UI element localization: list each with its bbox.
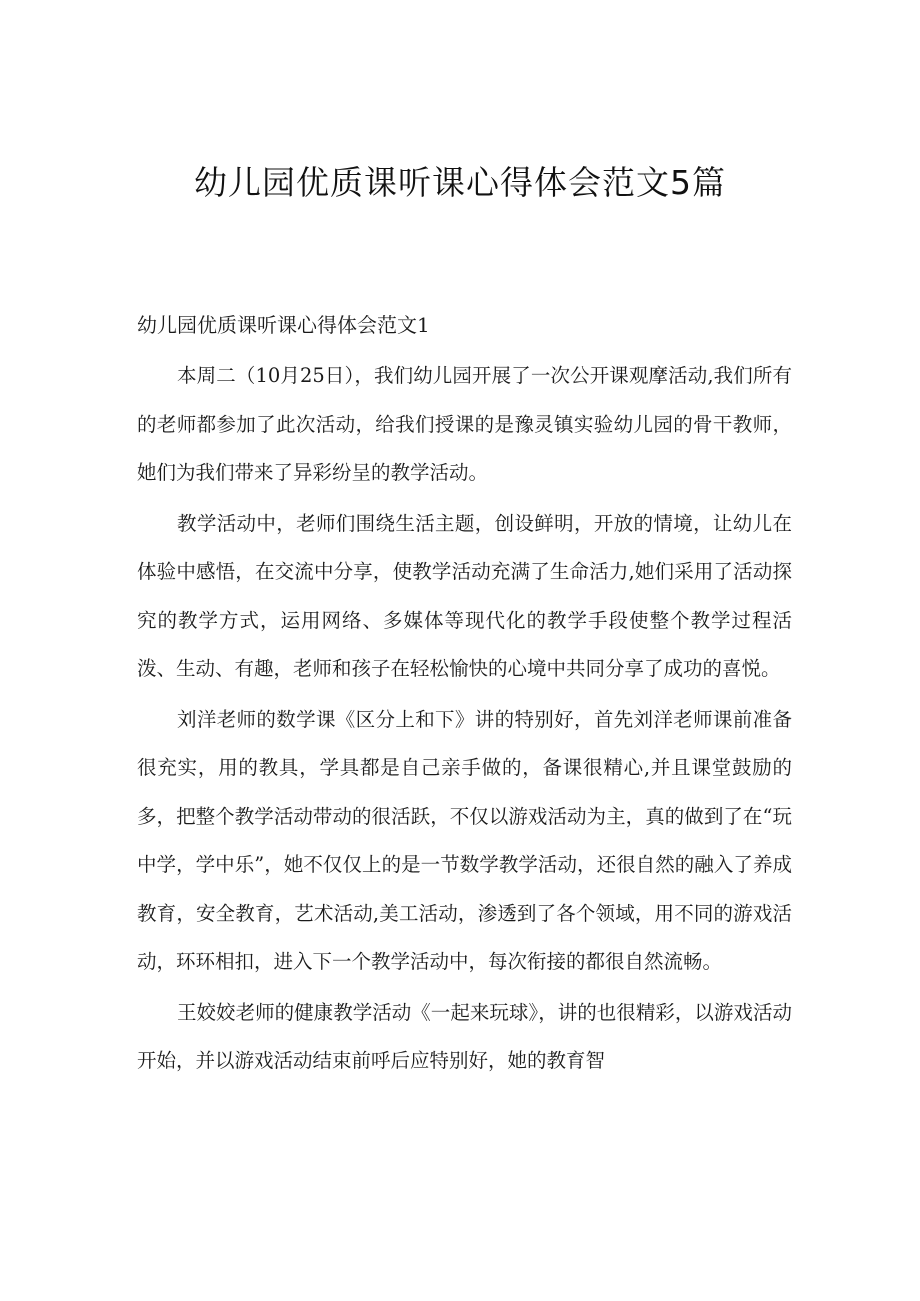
document-title: 幼儿园优质课听课心得体会范文5篇: [194, 163, 726, 202]
paragraph-2: 教学活动中，老师们围绕生活主题，创设鲜明，开放的情境，让幼儿在体验中感悟，在交流中分享，使教学活动充满了生命活力,她们采用了活动探究的教学方式，运用网络、多媒体等现代化的教学手段使整个教学过程活泼、生动、有趣，老师和孩子在轻松愉快的心境中共同分享了成功的喜悦。: [137, 511, 792, 680]
document-body: [137, 352, 792, 1088]
paragraph-4: 王姣姣老师的健康教学活动《一起来玩球》，讲的也很精彩，以游戏活动开始，并以游戏活动结束前呼后应特别好，她的教育智: [137, 1000, 792, 1072]
paragraph-1: 本周二（10月25日），我们幼儿园开展了一次公开课观摩活动,我们所有的老师都参加了此次活动，给我们授课的是豫灵镇实验幼儿园的骨干教师，她们为我们带来了异彩纷呈的教学活动。: [137, 364, 792, 484]
paragraph-3: 刘洋老师的数学课《区分上和下》讲的特别好，首先刘洋老师课前准备很充实，用的教具，学具都是自己亲手做的，备课很精心,并且课堂鼓励的多，把整个教学活动带动的很活跃，不仅以游戏活动为主，真的做到了在“玩中学，学中乐”，她不仅仅上的是一节数学教学活动，还很自然的融入了养成教育，安全教育，艺术活动,美工活动，渗透到了各个领域，用不同的游戏活动，环环相扣，进入下一个教学活动中，每次衔接的都很自然流畅。: [137, 707, 792, 973]
section-heading: 幼儿园优质课听课心得体会范文1: [137, 313, 430, 337]
